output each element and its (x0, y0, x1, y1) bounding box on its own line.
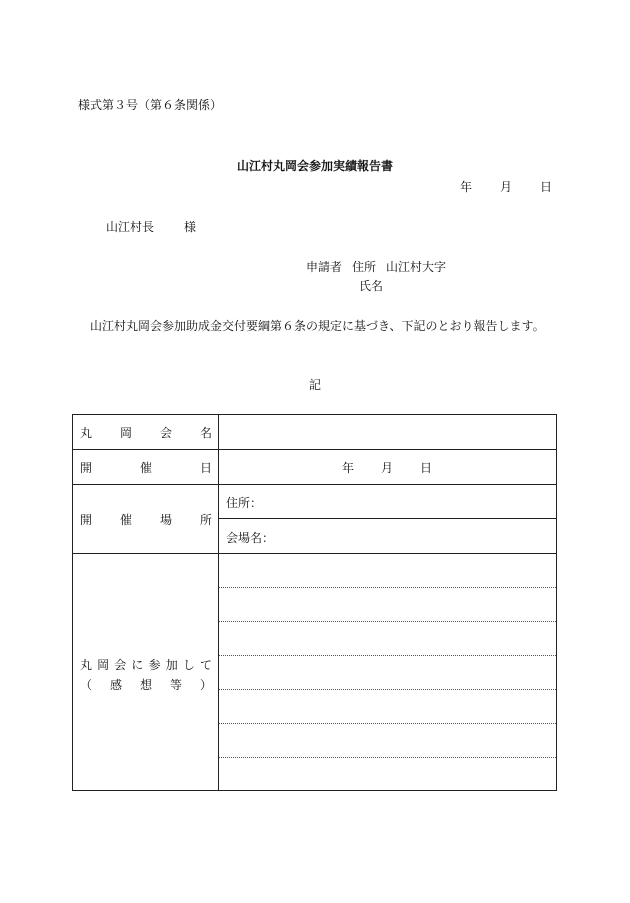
label-char: （ (80, 678, 93, 692)
label-char: 感 (109, 678, 122, 692)
label-char: 岡 (97, 658, 110, 672)
label-event-date (80, 459, 212, 476)
body-text: 山江村丸岡会参加助成金交付要綱第６条の規定に基づき、下記のとおり報告します。 (90, 319, 545, 333)
label-char: 催 (139, 461, 152, 475)
writing-line (219, 723, 556, 724)
label-char: 所 (199, 513, 212, 527)
location-venue-label: 会場名： (226, 531, 275, 545)
table-row-divider (72, 449, 557, 450)
applicant-address-line (306, 258, 446, 275)
label-impressions-line1 (80, 656, 212, 673)
date-year: 年 (460, 180, 473, 194)
label-char: 名 (199, 426, 212, 440)
writing-line (219, 757, 556, 758)
date-day: 日 (419, 461, 432, 475)
document-title: 山江村丸岡会参加実績報告書 (236, 159, 393, 173)
writing-line (219, 655, 556, 656)
label-char: ） (199, 678, 212, 692)
date-day: 日 (540, 180, 553, 194)
date-year: 年 (342, 461, 355, 475)
label-char: 加 (165, 658, 178, 672)
label-char: 岡 (119, 426, 132, 440)
writing-line (219, 621, 556, 622)
label-char: 等 (169, 678, 182, 692)
date-month: 月 (500, 180, 513, 194)
table-border-top (72, 414, 557, 415)
applicant-label: 申請者 (306, 260, 343, 274)
label-char: し (182, 658, 195, 672)
label-char: 会 (159, 426, 172, 440)
writing-line (219, 689, 556, 690)
applicant-name-label: 氏名 (359, 279, 384, 293)
date-month: 月 (380, 461, 393, 475)
label-event-location (80, 511, 212, 528)
location-address-label: 住所： (226, 496, 263, 510)
label-char: 催 (119, 513, 132, 527)
table-border-right (556, 414, 557, 791)
event-date-field (342, 459, 432, 476)
label-char: 想 (139, 678, 152, 692)
label-char: 丸 (80, 658, 93, 672)
addressee-name: 山江村長 (106, 220, 155, 234)
addressee-honorific: 様 (184, 220, 197, 234)
report-date (460, 178, 552, 195)
address-value: 山江村大字 (386, 260, 447, 274)
ki-heading: 記 (308, 378, 321, 392)
label-char: に (131, 658, 144, 672)
label-char: 開 (80, 461, 93, 475)
table-border-left (72, 414, 73, 791)
form-number: 様式第３号（第６条関係） (78, 98, 223, 112)
label-char: 日 (199, 461, 212, 475)
table-border-bottom (72, 790, 557, 791)
label-maruokakai-name (80, 424, 212, 441)
address-label: 住所 (352, 260, 377, 274)
table-row-divider (218, 518, 557, 519)
label-char: 場 (159, 513, 172, 527)
label-char: 丸 (80, 426, 93, 440)
table-row-divider (72, 484, 557, 485)
label-char: て (199, 658, 212, 672)
writing-line (219, 587, 556, 588)
label-char: 会 (114, 658, 127, 672)
table-column-divider (218, 414, 219, 791)
label-char: 開 (80, 513, 93, 527)
label-char: 参 (148, 658, 161, 672)
table-row-divider (72, 553, 557, 554)
addressee (106, 218, 196, 235)
label-impressions-line2 (80, 676, 212, 693)
